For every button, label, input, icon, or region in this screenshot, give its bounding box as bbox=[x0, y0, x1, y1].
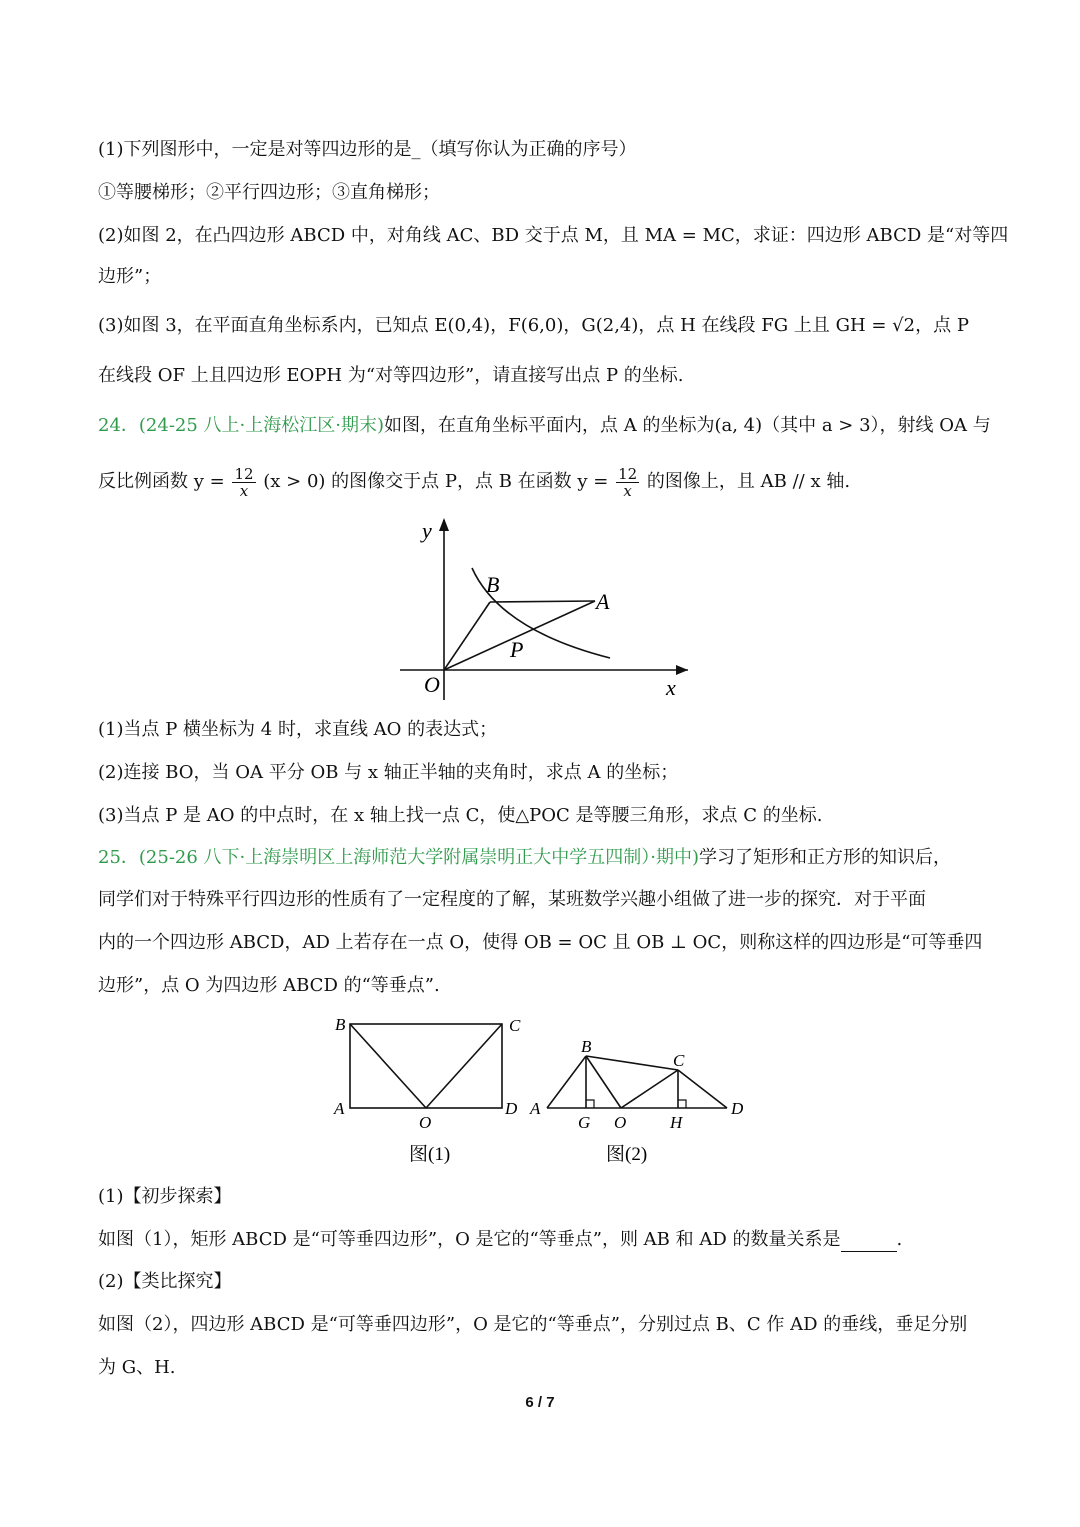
segment-OC bbox=[426, 1024, 502, 1108]
q24-line2-a: 反比例函数 y = bbox=[98, 471, 225, 492]
q25-figure-1 bbox=[333, 1015, 521, 1165]
segment-OB bbox=[350, 1024, 426, 1108]
q25-source: (25-26 八下·上海崇明区上海师范大学附属崇明正大中学五四制）·期中) bbox=[138, 847, 700, 868]
q24-part3: (3)当点 P 是 AO 的中点时，在 x 轴上找一点 C，使△POC 是等腰三角形，求点 C 的坐标. bbox=[98, 805, 823, 826]
fig2-label-G: G bbox=[578, 1113, 591, 1132]
q25-part1-text-b: . bbox=[896, 1229, 903, 1250]
segment-CD bbox=[678, 1070, 727, 1108]
y-axis-arrow bbox=[439, 518, 449, 531]
q25-part1-text bbox=[98, 1228, 902, 1252]
q24-line2-c: 的图像上，且 AB // x 轴. bbox=[646, 471, 851, 492]
q25-number: 25． bbox=[98, 847, 139, 868]
segment-BC bbox=[586, 1056, 678, 1070]
q23-part2-line2: 边形”； bbox=[98, 266, 162, 287]
q25-header bbox=[98, 846, 951, 870]
x-axis-arrow bbox=[676, 665, 688, 675]
fig1-label-C: C bbox=[509, 1016, 521, 1035]
fig2-label-D: D bbox=[731, 1099, 744, 1118]
q25-line2: 同学们对于特殊平行四边形的性质有了一定程度的了解，某班数学兴趣小组做了进一步的探究．对于平面 bbox=[98, 889, 926, 910]
segment-AB bbox=[490, 601, 595, 602]
q25-part2-line2: 为 G、H. bbox=[98, 1357, 176, 1378]
fig1-label-A: A bbox=[334, 1099, 345, 1118]
q23-part1: (1)下列图形中，一定是对等四边形的是_（填写你认为正确的序号） bbox=[98, 139, 637, 160]
fig1-label-B: B bbox=[335, 1015, 346, 1034]
fig2-label-H: H bbox=[670, 1113, 683, 1132]
q24-line1: 如图，在直角坐标平面内，点 A 的坐标为(a, 4)（其中 a > 3），射线 OA 与 bbox=[384, 415, 991, 436]
q24-part2: (2)连接 BO，当 OA 平分 OB 与 x 轴正半轴的夹角时，求点 A 的坐标； bbox=[98, 762, 679, 783]
q25-line3: 内的一个四边形 ABCD，AD 上若存在一点 O，使得 OB = OC 且 OB ⊥ OC，则称这样的四边形是“可等垂四 bbox=[98, 932, 983, 953]
q23-part1-options: ①等腰梯形；②平行四边形；③直角梯形； bbox=[98, 182, 440, 203]
fig1-caption: 图(1) bbox=[409, 1144, 451, 1165]
page-number: 6 / 7 bbox=[525, 1394, 555, 1411]
q23-part3-line2: 在线段 OF 上且四边形 EOPH 为“对等四边形”，请直接写出点 P 的坐标. bbox=[98, 365, 684, 386]
q25-part2-line1: 如图（2），四边形 ABCD 是“可等垂四边形”，O 是它的“等垂点”，分别过点 B、C 作 AD 的垂线，垂足分别 bbox=[98, 1314, 968, 1335]
right-angle-H bbox=[678, 1100, 686, 1108]
rectangle-ABCD bbox=[350, 1024, 502, 1108]
q25-part1-title: (1)【初步探索】 bbox=[98, 1186, 232, 1207]
q24-header bbox=[98, 414, 991, 438]
q24-source: (24-25 八上·上海松江区·期末) bbox=[138, 415, 385, 436]
q24-fraction-2: $\frac{12}{x}$ bbox=[618, 464, 638, 500]
fig2-label-A: A bbox=[530, 1099, 541, 1118]
q25-part1-text-a: 如图（1），矩形 ABCD 是“可等垂四边形”，O 是它的“等垂点”，则 AB 和 AD 的数量关系是 bbox=[98, 1229, 841, 1250]
q24-graph-figure bbox=[390, 512, 700, 702]
q25-part2-title: (2)【类比探究】 bbox=[98, 1271, 232, 1292]
q24-fraction-1: $\frac{12}{x}$ bbox=[234, 464, 254, 500]
fig2-caption: 图(2) bbox=[606, 1144, 648, 1165]
q25-figures bbox=[325, 1008, 765, 1168]
fig2-label-B: B bbox=[581, 1037, 592, 1056]
q24-part1: (1)当点 P 横坐标为 4 时，求直线 AO 的表达式； bbox=[98, 719, 498, 740]
fig2-label-O: O bbox=[614, 1113, 627, 1132]
label-P: P bbox=[510, 637, 524, 662]
q25-line4: 边形”，点 O 为四边形 ABCD 的“等垂点”. bbox=[98, 975, 440, 996]
label-B: B bbox=[486, 572, 500, 597]
q24-line2 bbox=[98, 460, 850, 504]
fig1-label-O: O bbox=[419, 1113, 432, 1132]
segment-OC bbox=[621, 1070, 678, 1108]
q24-number: 24． bbox=[98, 415, 139, 436]
q23-part3-line1: (3)如图 3，在平面直角坐标系内，已知点 E(0,4)，F(6,0)，G(2,4)，点 H 在线段 FG 上且 GH = √2，点 P bbox=[98, 315, 969, 336]
right-angle-G bbox=[586, 1100, 594, 1108]
q24-line2-b: (x > 0) 的图像交于点 P，点 B 在函数 y = bbox=[263, 471, 609, 492]
segment-AB bbox=[547, 1056, 586, 1108]
fig1-label-D: D bbox=[505, 1099, 518, 1118]
q25-line1: 学习了矩形和正方形的知识后， bbox=[699, 847, 952, 868]
label-x: x bbox=[666, 675, 676, 700]
answer-blank bbox=[841, 1233, 897, 1252]
q25-figure-2 bbox=[529, 1037, 744, 1165]
label-O: O bbox=[424, 672, 440, 697]
label-A: A bbox=[596, 589, 610, 614]
fig2-label-C: C bbox=[673, 1051, 685, 1070]
q23-part2-line1: (2)如图 2，在凸四边形 ABCD 中，对角线 AC、BD 交于点 M，且 MA = MC，求证：四边形 ABCD 是“对等四 bbox=[98, 225, 1009, 246]
label-y: y bbox=[422, 518, 432, 543]
